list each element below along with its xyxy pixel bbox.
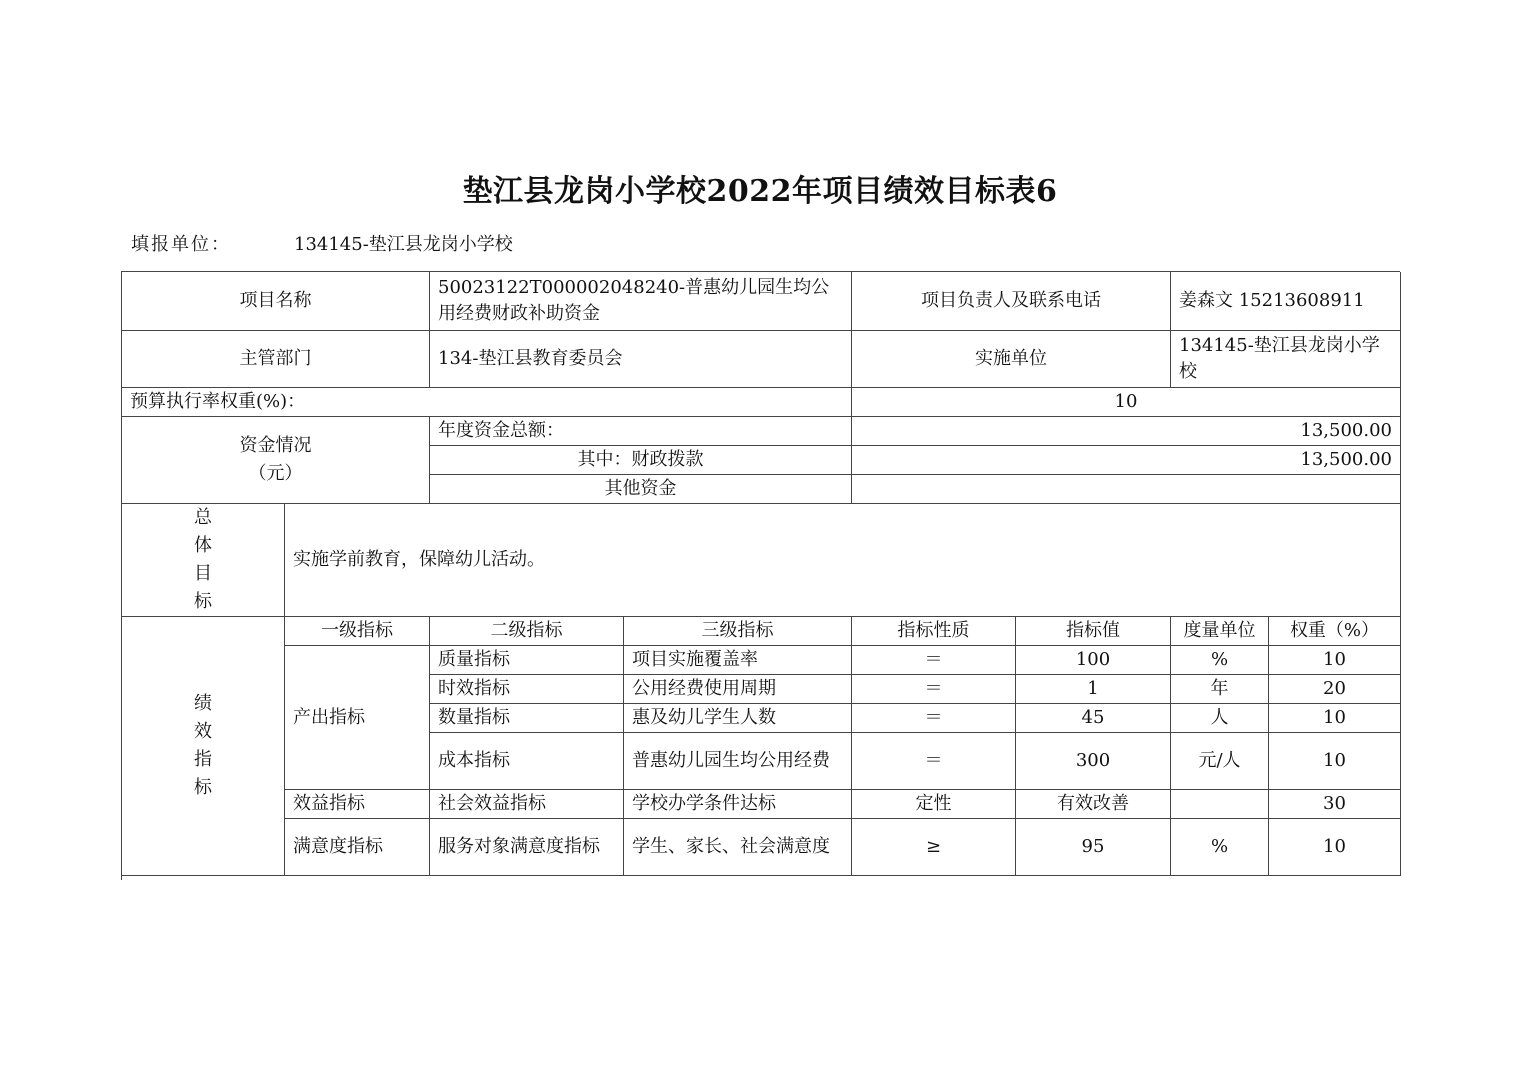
other-funds-value: [852, 475, 1401, 504]
indicator-unit: %: [1171, 819, 1269, 876]
overall-goal-char: 标: [194, 591, 212, 612]
overall-goal-char: 目: [194, 563, 212, 584]
page-title: 垫江县龙岗小学校2022年项目绩效目标表6: [462, 174, 1058, 209]
group-output: 产出指标: [285, 646, 430, 790]
indicator-nature: 定性: [852, 790, 1016, 819]
indicators-label-char: 效: [194, 721, 212, 742]
indicator-unit: %: [1171, 646, 1269, 675]
indicator-level3: 惠及幼儿学生人数: [624, 704, 852, 733]
indicators-label-char: 标: [194, 777, 212, 798]
header-nature: 指标性质: [852, 617, 1016, 646]
dept-value: 134-垫江县教育委员会: [430, 331, 852, 388]
fill-unit-row: [131, 230, 513, 256]
fiscal-funds-value: 13,500.00: [852, 446, 1401, 475]
overall-goal-label: [122, 504, 285, 617]
overall-goal-char: 体: [194, 535, 212, 556]
header-level2: 二级指标: [430, 617, 624, 646]
indicator-level3: 普惠幼儿园生均公用经费: [624, 733, 852, 790]
indicator-weight: 30: [1269, 790, 1401, 819]
indicators-label-char: 绩: [194, 693, 212, 714]
performance-indicators-label: [122, 617, 285, 876]
header-weight: 权重（%）: [1269, 617, 1401, 646]
contact-label: 项目负责人及联系电话: [852, 272, 1171, 331]
indicator-value: 95: [1016, 819, 1171, 876]
indicator-level2: 服务对象满意度指标: [430, 819, 624, 876]
performance-table: [121, 271, 1400, 880]
indicator-nature: ＝: [852, 675, 1016, 704]
indicator-level2: 数量指标: [430, 704, 624, 733]
indicator-value: 1: [1016, 675, 1171, 704]
funds-label-line1: 资金情况: [239, 435, 312, 456]
header-value: 指标值: [1016, 617, 1171, 646]
total-funds-value: 13,500.00: [852, 417, 1401, 446]
impl-unit-label: 实施单位: [852, 331, 1171, 388]
dept-label: 主管部门: [122, 331, 430, 388]
overall-goal-char: 总: [194, 507, 212, 528]
total-funds-label: 年度资金总额：: [430, 417, 852, 446]
project-name-value: 50023122T000002048240-普惠幼儿园生均公用经费财政补助资金: [430, 272, 852, 331]
budget-rate-value: 10: [852, 388, 1401, 417]
header-level3: 三级指标: [624, 617, 852, 646]
indicator-nature: ＝: [852, 733, 1016, 790]
indicator-weight: 10: [1269, 733, 1401, 790]
indicator-value: 300: [1016, 733, 1171, 790]
fill-unit-label: 填报单位：: [131, 234, 231, 255]
indicator-nature: ≥: [852, 819, 1016, 876]
project-name-label: 项目名称: [122, 272, 430, 331]
indicator-weight: 20: [1269, 675, 1401, 704]
indicator-level3: 学生、家长、社会满意度: [624, 819, 852, 876]
header-level1: 一级指标: [285, 617, 430, 646]
indicator-unit: 元/人: [1171, 733, 1269, 790]
funds-label: [122, 417, 430, 504]
impl-unit-value: 134145-垫江县龙岗小学校: [1171, 331, 1401, 388]
funds-label-line2: （元）: [248, 463, 303, 484]
header-unit: 度量单位: [1171, 617, 1269, 646]
indicator-weight: 10: [1269, 819, 1401, 876]
fill-unit-value: 134145-垫江县龙岗小学校: [294, 234, 513, 255]
indicator-level2: 社会效益指标: [430, 790, 624, 819]
indicator-nature: ＝: [852, 704, 1016, 733]
fiscal-funds-label: 其中：财政拨款: [430, 446, 852, 475]
indicator-level2: 成本指标: [430, 733, 624, 790]
indicator-level2: 时效指标: [430, 675, 624, 704]
indicator-level3: 公用经费使用周期: [624, 675, 852, 704]
contact-value: 姜森文 15213608911: [1171, 272, 1401, 331]
indicator-unit: 年: [1171, 675, 1269, 704]
indicator-unit: [1171, 790, 1269, 819]
indicator-value: 100: [1016, 646, 1171, 675]
indicator-weight: 10: [1269, 704, 1401, 733]
indicator-value: 有效改善: [1016, 790, 1171, 819]
overall-goal-text: 实施学前教育，保障幼儿活动。: [285, 504, 1401, 617]
group-satisfaction: 满意度指标: [285, 819, 430, 876]
budget-rate-label: 预算执行率权重(%)：: [122, 388, 852, 417]
indicator-level2: 质量指标: [430, 646, 624, 675]
indicator-weight: 10: [1269, 646, 1401, 675]
indicators-label-char: 指: [194, 749, 212, 770]
other-funds-label: 其他资金: [430, 475, 852, 504]
indicator-nature: ＝: [852, 646, 1016, 675]
indicator-value: 45: [1016, 704, 1171, 733]
group-benefit: 效益指标: [285, 790, 430, 819]
indicator-level3: 项目实施覆盖率: [624, 646, 852, 675]
indicator-level3: 学校办学条件达标: [624, 790, 852, 819]
indicator-unit: 人: [1171, 704, 1269, 733]
